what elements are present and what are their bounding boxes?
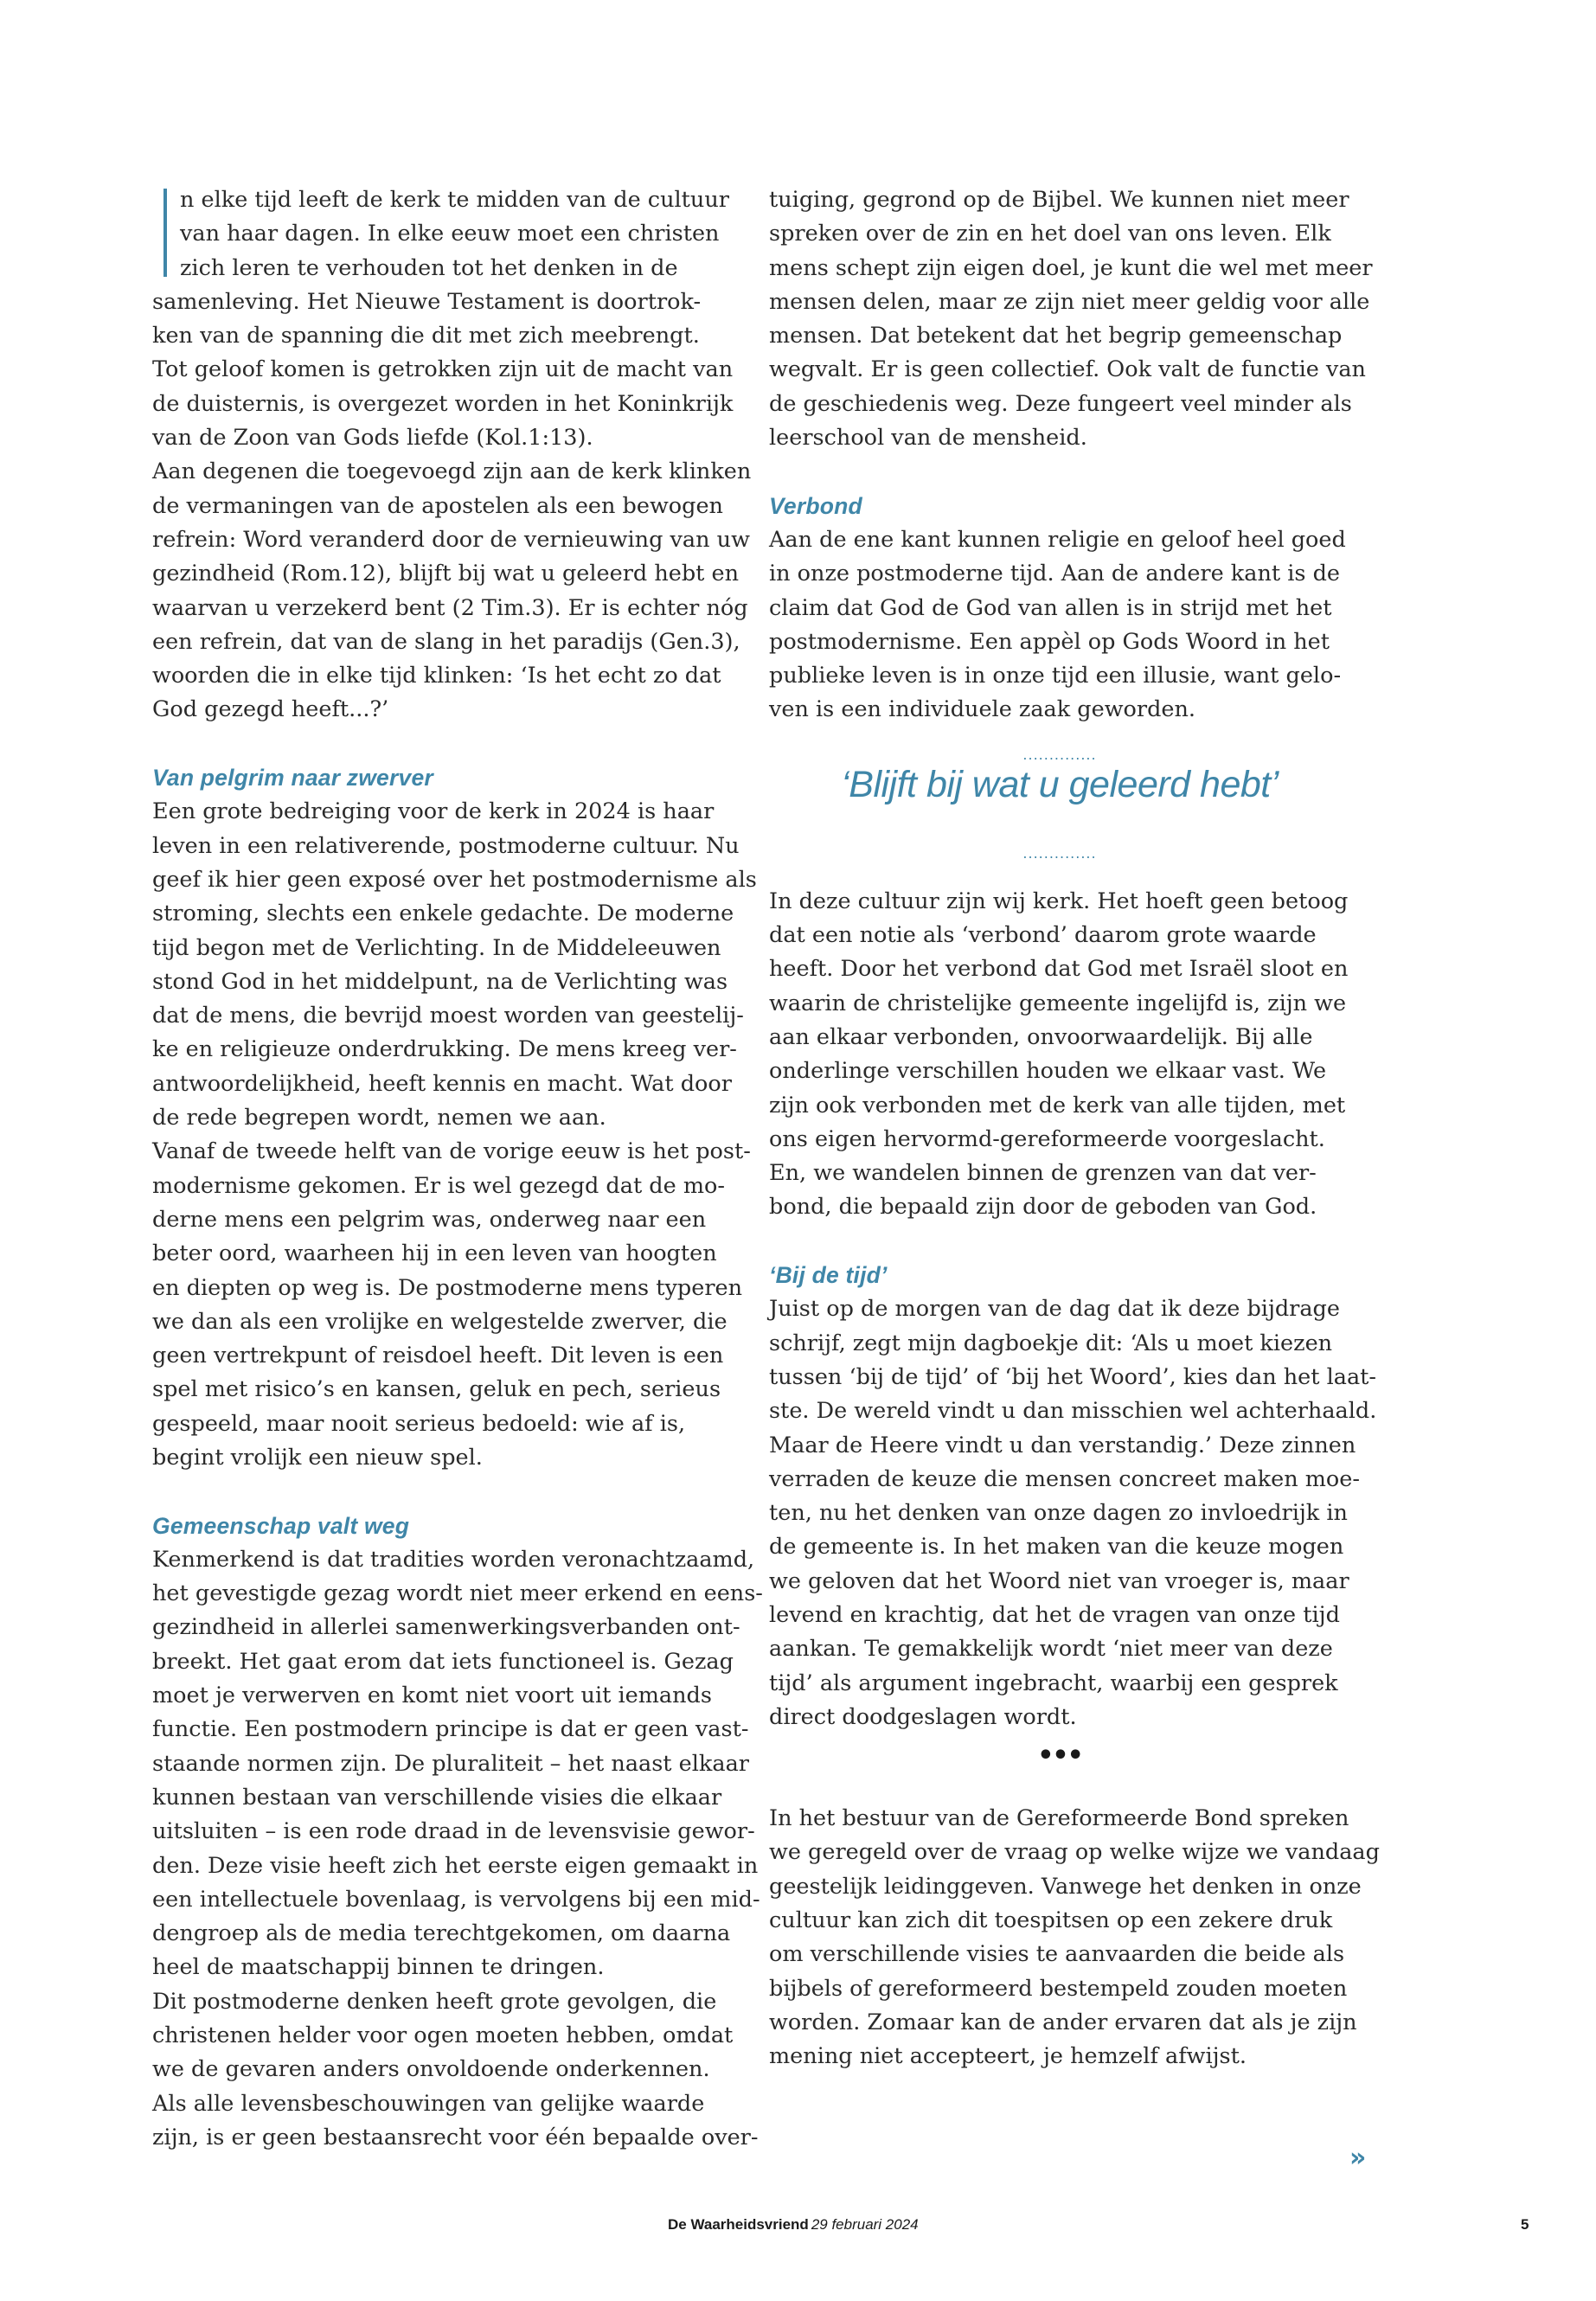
text-line: samenleving. Het Nieuwe Testament is doortrok- [152, 288, 702, 315]
text-line: mens schept zijn eigen doel, je kunt die wel met meer [769, 254, 1373, 281]
paragraph [769, 885, 1350, 1225]
text-line: leven in een relativerende, postmoderne cultuur. Nu [152, 832, 740, 859]
text-line: van de Zoon van Gods liefde (Kol.1:13). [152, 425, 593, 452]
publication-name: De Waarheidsvriend [668, 2216, 809, 2233]
text-line: mensen. Dat betekent dat het begrip gemeenschap [769, 323, 1343, 349]
text-line: de gemeente is. In het maken van die keuze mogen [769, 1534, 1344, 1561]
text-line: schrijf, zegt mijn dagboekje dit: ‘Als u moet kiezen [769, 1330, 1333, 1356]
text-line: Kenmerkend is dat tradities worden veronachtzaamd, [152, 1546, 755, 1573]
text-line: heel de maatschappij binnen te dringen. [152, 1954, 605, 1981]
right-column [769, 183, 1380, 2074]
text-line: Vanaf de tweede helft van de vorige eeuw is het post- [152, 1138, 751, 1165]
text-line: Juist op de morgen van de dag dat ik deze bijdrage [769, 1296, 1340, 1323]
text-line: moet je verwerven en komt niet voort uit iemands [152, 1682, 712, 1709]
text-line: een refrein, dat van de slang in het paradijs (Gen.3), [152, 628, 740, 655]
footer-credit [668, 2216, 945, 2234]
initial-letter-bar [163, 189, 167, 277]
pull-quote: ‘Blijft bij wat u geleerd hebt’ [841, 763, 1279, 805]
text-line: functie. Een postmodern principe is dat er geen vast- [152, 1716, 749, 1743]
text-line: leerschool van de mensheid. [769, 425, 1087, 452]
text-line: gezindheid (Rom.12), blijft bij wat u geleerd hebt en [152, 561, 740, 587]
text-line: tuiging, gegrond op de Bijbel. We kunnen niet meer [769, 187, 1349, 213]
paragraph [769, 1292, 1377, 1734]
text-line: aankan. Te gemakkelijk wordt ‘niet meer van deze [769, 1636, 1333, 1663]
text-line: onderlinge verschillen houden we elkaar vast. We [769, 1058, 1327, 1085]
text-line: Een grote bedreiging voor de kerk in 2024 is haar [152, 798, 715, 825]
text-line: worden. Zomaar kan de ander ervaren dat als je zijn [769, 2009, 1357, 2035]
text-line: waarvan u verzekerd bent (2 Tim.3). Er is echter nóg [152, 594, 748, 621]
text-line: dengroep als de media terechtgekomen, om daarna [152, 1920, 731, 1947]
text-line: stond God in het middelpunt, na de Verlichting was [152, 968, 728, 995]
paragraph [769, 1802, 1380, 2073]
text-line: breekt. Het gaat erom dat iets functioneel is. Gezag [152, 1648, 734, 1675]
text-line: uitsluiten – is een rode draad in de levensvisie gewor- [152, 1818, 755, 1845]
text-line: spreken over de zin en het doel van ons leven. Elk [769, 221, 1331, 247]
text-line: publieke leven is in onze tijd een illusie, want gelo- [769, 663, 1342, 689]
issue-date: 29 februari 2024 [811, 2216, 919, 2233]
text-line: de duisternis, is overgezet worden in het Koninkrijk [152, 390, 734, 417]
text-line: de rede begrepen wordt, nemen we aan. [152, 1105, 606, 1131]
text-line: zijn ook verbonden met de kerk van alle tijden, met [769, 1092, 1346, 1118]
text-line: tijd’ als argument ingebracht, waarbij een gesprek [769, 1670, 1338, 1696]
text-line: een intellectuele bovenlaag, is vervolgens bij een mid- [152, 1886, 760, 1913]
intro-rest [152, 285, 752, 727]
pull-quote-block [769, 727, 1350, 885]
text-line: bond, die bepaald zijn door de geboden van God. [769, 1194, 1317, 1221]
text-line: levend en krachtig, dat het de vragen van onze tijd [769, 1601, 1340, 1628]
text-line: ste. De wereld vindt u dan misschien wel achterhaald. [769, 1398, 1377, 1425]
text-line: postmodernisme. Een appèl op Gods Woord in het [769, 628, 1330, 655]
quote-dots-bottom: .............. [1022, 844, 1097, 862]
section-heading: ‘Bij de tijd’ [769, 1262, 888, 1289]
text-line: aan elkaar verbonden, onvoorwaardelijk. Bij alle [769, 1023, 1313, 1050]
text-line: claim dat God de God van allen is in strijd met het [769, 594, 1332, 621]
paragraph [769, 523, 1350, 727]
text-line: dat een notie als ‘verbond’ daarom grote waarde [769, 922, 1317, 949]
text-line: direct doodgeslagen wordt. [769, 1703, 1077, 1730]
text-line: beter oord, waarheen hij in een leven van hoogten [152, 1240, 717, 1267]
text-line: we geregeld over de vraag op welke wijze we vandaag [769, 1839, 1380, 1866]
text-line: ven is een individuele zaak geworden. [769, 696, 1196, 723]
text-line: christenen helder voor ogen moeten hebben, omdat [152, 2022, 734, 2049]
text-line: den. Deze visie heeft zich het eerste eigen gemaakt in [152, 1852, 759, 1879]
text-line: zijn, is er geen bestaansrecht voor één bepaalde over- [152, 2124, 759, 2150]
text-line: derne mens een pelgrim was, onderweg naar een [152, 1206, 707, 1233]
text-line: geestelijk leidinggeven. Vanwege het denken in onze [769, 1873, 1362, 1900]
text-line: refrein: Word veranderd door de vernieuwing van uw [152, 526, 750, 553]
text-line: tijd begon met de Verlichting. In de Middeleeuwen [152, 934, 721, 961]
section-heading: Gemeenschap valt weg [152, 1512, 410, 1539]
text-line: ke en religieuze onderdrukking. De mens kreeg ver- [152, 1036, 737, 1063]
text-line: kunnen bestaan van verschillende visies die elkaar [152, 1784, 722, 1811]
text-line: de vermaningen van de apostelen als een bewogen [152, 492, 723, 519]
text-line: heeft. Door het verbond dat God met Israël sloot en [769, 956, 1349, 983]
text-line: dat de mens, die bevrijd moest worden van geestelij- [152, 1003, 744, 1029]
text-line: wegvalt. Er is geen collectief. Ook valt de functie van [769, 356, 1366, 383]
text-line: stroming, slechts een enkele gedachte. De moderne [152, 901, 734, 927]
text-line: Aan degenen die toegevoegd zijn aan de kerk klinken [152, 458, 752, 485]
left-column [152, 183, 763, 2155]
text-line: waarin de christelijke gemeente ingelijfd is, zijn we [769, 990, 1347, 1016]
text-line: van haar dagen. In elke eeuw moet een christen [180, 221, 720, 247]
paragraph [152, 1543, 763, 2155]
text-line: in onze postmoderne tijd. Aan de andere kant is de [769, 561, 1340, 587]
text-line: Aan de ene kant kunnen religie en geloof heel goed [769, 526, 1346, 553]
text-line: gezindheid in allerlei samenwerkingsverbanden ont- [152, 1614, 740, 1641]
text-line: ken van de spanning die dit met zich meebrengt. [152, 323, 700, 349]
text-line: staande normen zijn. De pluraliteit – het naast elkaar [152, 1750, 749, 1777]
text-line: ten, nu het denken van onze dagen zo invloedrijk in [769, 1500, 1348, 1527]
text-line: In het bestuur van de Gereformeerde Bond spreken [769, 1805, 1349, 1832]
text-line: cultuur kan zich dit toespitsen op een zekere druk [769, 1907, 1333, 1934]
text-line: n elke tijd leeft de kerk te midden van de cultuur [180, 187, 729, 213]
text-line: verraden de keuze die mensen concreet maken moe- [769, 1465, 1360, 1492]
text-line: mening niet accepteert, je hemzelf afwijst. [769, 2043, 1247, 2070]
text-line: het gevestigde gezag wordt niet meer erkend en eens- [152, 1580, 763, 1607]
text-line: en diepten op weg is. De postmoderne mens typeren [152, 1274, 743, 1301]
text-line: we de gevaren anders onvoldoende onderkennen. [152, 2056, 710, 2083]
quote-dots-top: .............. [1022, 746, 1097, 763]
page-number: 5 [1521, 2216, 1529, 2233]
text-line: Tot geloof komen is getrokken zijn uit de macht van [152, 356, 734, 383]
text-line: bijbels of gereformeerd bestempeld zouden moeten [769, 1975, 1348, 2002]
text-line: geen vertrekpunt of reisdoel heeft. Dit leven is een [152, 1343, 724, 1369]
text-line: antwoordelijkheid, heeft kennis en macht. Wat door [152, 1070, 732, 1097]
text-line: God gezegd heeft...?’ [152, 696, 389, 723]
text-line: spel met risico’s en kansen, geluk en pech, serieus [152, 1376, 721, 1403]
continue-arrow-icon: » [1349, 2143, 1367, 2173]
intro-paragraph [152, 183, 734, 285]
text-line: mensen delen, maar ze zijn niet meer geldig voor alle [769, 288, 1370, 315]
text-line: begint vrolijk een nieuw spel. [152, 1444, 483, 1471]
text-line: zich leren te verhouden tot het denken in de [180, 254, 678, 281]
text-line: ons eigen hervormd-gereformeerde voorgeslacht. [769, 1125, 1325, 1152]
text-line: gespeeld, maar nooit serieus bedoeld: wie af is, [152, 1410, 686, 1437]
section-heading: Van pelgrim naar zwerver [152, 765, 433, 792]
text-line: tussen ‘bij de tijd’ of ‘bij het Woord’, kies dan het laat- [769, 1363, 1377, 1390]
text-line: Als alle levensbeschouwingen van gelijke waarde [152, 2090, 705, 2117]
text-line: geef ik hier geen exposé over het postmodernisme als [152, 866, 757, 893]
text-line: En, we wandelen binnen de grenzen van dat ver- [769, 1160, 1317, 1187]
text-line: de geschiedenis weg. Deze fungeert veel minder als [769, 390, 1352, 417]
text-line: om verschillende visies te aanvaarden die beide als [769, 1941, 1345, 1968]
text-line: we geloven dat het Woord niet van vroeger is, maar [769, 1567, 1349, 1594]
section-separator: ••• [1037, 1740, 1082, 1772]
text-line: we dan als een vrolijke en welgestelde zwerver, die [152, 1308, 727, 1335]
section-heading: Verbond [769, 492, 862, 519]
text-line: woorden die in elke tijd klinken: ‘Is het echt zo dat [152, 663, 721, 689]
paragraph [769, 183, 1373, 455]
text-line: Maar de Heere vindt u dan verstandig.’ Deze zinnen [769, 1432, 1356, 1458]
paragraph [152, 795, 757, 1475]
text-line: modernisme gekomen. Er is wel gezegd dat de mo- [152, 1172, 725, 1199]
text-line: Dit postmoderne denken heeft grote gevolgen, die [152, 1988, 717, 2015]
text-line: In deze cultuur zijn wij kerk. Het hoeft geen betoog [769, 888, 1349, 914]
